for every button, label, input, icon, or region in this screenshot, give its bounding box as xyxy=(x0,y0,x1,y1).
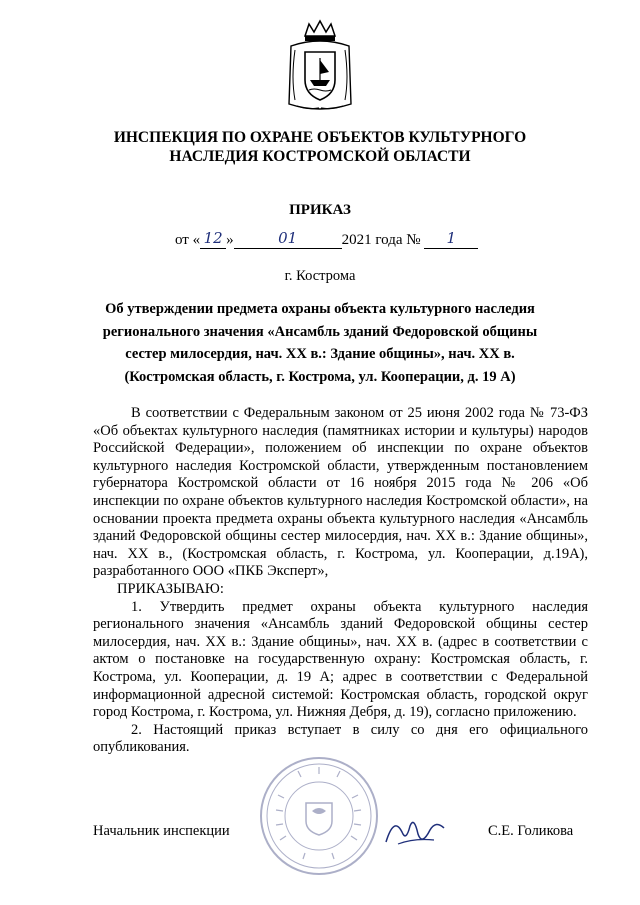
year-text: 2021 года № xyxy=(341,232,421,248)
subject-line-2: регионального значения «Ансамбль зданий Федоровской общины xyxy=(102,323,538,340)
subject-line-4: (Костромская область, г. Кострома, ул. Кооперации, д. 19 А) xyxy=(124,368,516,385)
day-field xyxy=(200,231,226,249)
order-subject xyxy=(95,298,545,388)
org-line-1: ИНСПЕКЦИЯ ПО ОХРАНЕ ОБЪЕКТОВ КУЛЬТУРНОГО xyxy=(113,129,527,146)
order-date-line xyxy=(175,231,515,249)
month-value: 01 xyxy=(278,229,298,247)
handwritten-signature-icon xyxy=(380,812,450,852)
signer-name: С.Е. Голикова xyxy=(488,823,574,839)
order-body xyxy=(93,405,588,757)
month-field xyxy=(234,231,342,249)
document-title: ПРИКАЗ xyxy=(289,202,351,218)
subject-line-3: сестер милосердия, нач. XX в.: Здание общины», нач. XX в. xyxy=(125,346,515,362)
item-2-paragraph: 2. Настоящий приказ вступает в силу со дня его официального опубликования. xyxy=(93,721,588,756)
kostroma-coat-of-arms-icon xyxy=(283,18,357,114)
issuing-organization xyxy=(60,128,580,166)
date-mid: » xyxy=(226,232,234,248)
day-value: 12 xyxy=(203,229,223,247)
preamble-paragraph: В соответствии с Федеральным законом от 25 июня 2002 года № 73-ФЗ «Об объектах культурного наследия (памятниках истории и культуры) народов Российской Федерации», положением об инспекции по охране объектов культурного наследия Костромской области, утвержденным постановлением губернатора Костромской области от 16 ноября 2015 года № 206 «Об инспекции по охране объектов культурного наследия Костромской области», на основании проекта предмета охраны объекта культурного наследия «Ансамбль зданий Федоровской общины сестер милосердия, нач. XX в.: Здание общины», нач. XX в., (Костромская область, г. Кострома, ул. Кооперации, д.19А), разработанного ООО «ПКБ Эксперт», xyxy=(93,405,588,580)
signer-position: Начальник инспекции xyxy=(93,823,230,839)
order-word: ПРИКАЗЫВАЮ: xyxy=(117,580,224,597)
item-1-paragraph: 1. Утвердить предмет охраны объекта культурного наследия регионального значения «Ансамбль зданий Федоровской общины сестер милосердия, нач. XX в.: Здание общины», нач. XX в. (адрес в соответствии с актом о постановке на государственную охрану: Костромская область, г. Кострома, ул. Кооперации, д. 19 А; адрес в соответствии с Федеральной информационной адресной системой: Костромская область, городской округ город Кострома, г. Кострома, ул. Нижняя Дебря, д. 19), согласно приложению. xyxy=(93,598,588,721)
city: г. Кострома xyxy=(284,268,356,284)
subject-line-1: Об утверждении предмета охраны объекта культурного наследия xyxy=(105,301,535,317)
date-prefix: от « xyxy=(175,232,201,248)
official-round-seal-icon xyxy=(258,755,380,877)
org-line-2: НАСЛЕДИЯ КОСТРОМСКОЙ ОБЛАСТИ xyxy=(169,148,471,165)
number-field xyxy=(424,231,478,249)
number-value: 1 xyxy=(446,229,457,247)
